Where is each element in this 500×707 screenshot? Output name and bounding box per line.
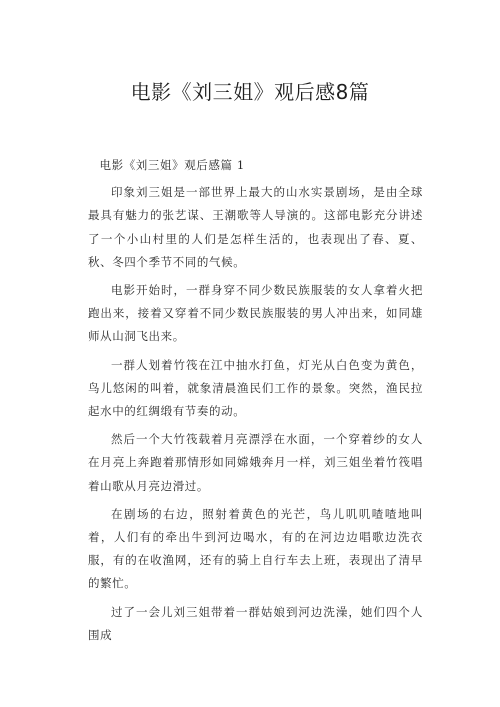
paragraph: 电影开始时，一群身穿不同少数民族服装的女人拿着火把跑出来，接着又穿着不同少数民族服装的男人冲出来，如同雄师从山洞飞出来。 bbox=[88, 283, 423, 344]
document-body bbox=[88, 154, 423, 652]
paragraph: 然后一个大竹筏载着月亮漂浮在水面，一个穿着纱的女人在月亮上奔跑着那情形如同嫦娥奔月一样，刘三姐坐着竹筏唱着山歌从月亮边滑过。 bbox=[88, 432, 423, 493]
document-title: 电影《刘三姐》观后感8篇 bbox=[130, 80, 370, 104]
paragraph: 在剧场的右边，照射着黄色的光芒，鸟儿叽叽喳喳地叫着，人们有的牵出牛到河边喝水，有的在河边边唱歌边洗衣服，有的在收渔网，还有的骑上自行车去上班，表现出了清早的繁忙。 bbox=[88, 506, 423, 591]
paragraph: 过了一会儿刘三姐带着一群姑娘到河边洗澡，她们四个人围成 bbox=[88, 604, 423, 642]
paragraph: 一群人划着竹筏在江中抽水打鱼，灯光从白色变为黄色，鸟儿悠闲的叫着，就象清晨渔民们工作的景象。突然，渔民拉起水中的红绸缎有节奏的动。 bbox=[88, 357, 423, 419]
section-heading: 电影《刘三姐》观后感篇 1 bbox=[99, 158, 245, 172]
paragraph: 印象刘三姐是一部世界上最大的山水实景剧场，是由全球最具有魅力的张艺谋、王潮歌等人导演的。这部电影充分讲述了一个小山村里的人们是怎样生活的，也表现出了春、夏、秋、冬四个季节不同的气候。 bbox=[88, 185, 423, 269]
